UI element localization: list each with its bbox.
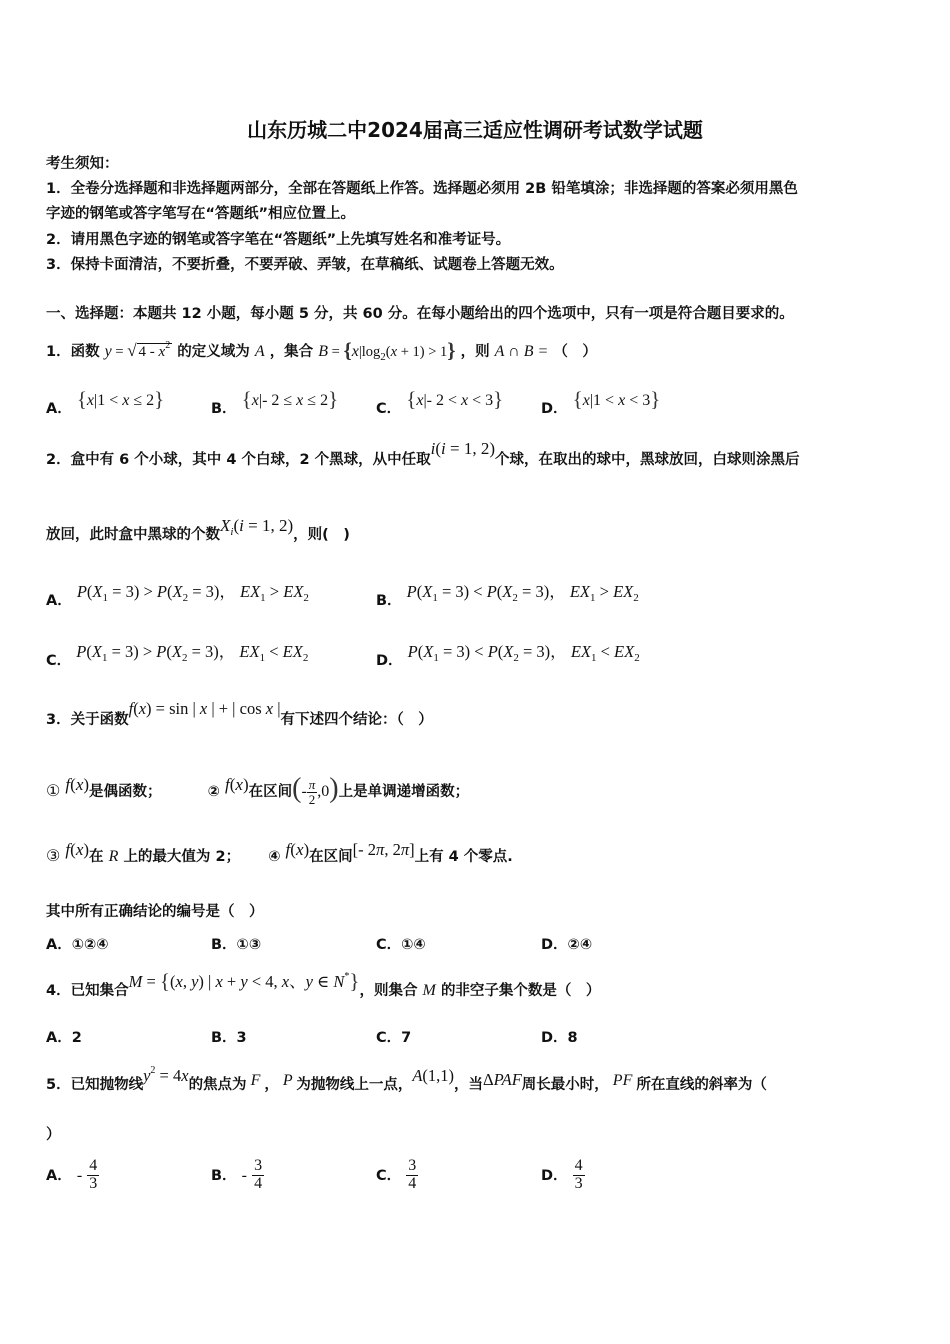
q5-math-F: F: [246, 1072, 265, 1089]
section-heading: 一、选择题：本题共 12 小题，每小题 5 分，共 60 分。在每小题给出的四个选项中，只有一项是符合题目要求的。: [46, 306, 794, 322]
q1-option-d[interactable]: [541, 387, 660, 418]
q5-math-parabola: $y^2 = 4x$: [143, 1065, 189, 1085]
q2-text-1: 2．盒中有 6 个小球，其中 4 个白球，2 个黑球，从中任取: [46, 452, 431, 468]
q3-option-d[interactable]: D．②④: [541, 937, 593, 953]
q3-math-function: f(x) = sin | x | + | cos x |: [128, 699, 281, 718]
q1-text-1: 1．函数: [46, 344, 100, 360]
q3-c4b: 上有 4 个零点.: [414, 849, 513, 865]
q4-option-d[interactable]: D．8: [541, 1030, 578, 1046]
q2-option-b-math: $P(X_1 = 3) < P(X_2 = 3)$， $EX_1 > EX_2$: [406, 582, 639, 604]
question-2-stem-line1: [46, 439, 800, 469]
q5-option-c[interactable]: [376, 1158, 418, 1193]
q4-text-1: 4．已知集合: [46, 983, 129, 999]
q1-option-b-math: {x|- 2 ≤ x ≤ 2}: [241, 387, 339, 411]
q2-text-4: ，则( ): [293, 527, 350, 543]
q1-text-4: ，则: [460, 344, 490, 360]
q2-option-d[interactable]: [376, 638, 640, 670]
q4-option-b[interactable]: B．3: [211, 1030, 247, 1046]
q5-text-4: 为抛物线上一点，: [296, 1077, 413, 1093]
q3-math-f3: f(x): [65, 840, 90, 859]
circled-1-glyph: ①: [46, 783, 61, 800]
q5-text-5: ，当: [454, 1077, 484, 1093]
q4-option-c[interactable]: C．7: [376, 1030, 412, 1046]
q5-math-PF: PF: [608, 1072, 637, 1089]
q5-option-a-minus: -: [76, 1166, 83, 1184]
notice-line-2: 2．请用黑色字迹的钢笔或答字笔在“答题纸”上先填写姓名和准考证号。: [46, 232, 511, 248]
q5-math-A: A(1,1): [412, 1066, 455, 1085]
question-5-stem: [46, 1065, 767, 1094]
q3-math-f4: f(x): [285, 840, 310, 859]
q3-math-f1: f(x): [65, 775, 90, 794]
q1-option-b[interactable]: [211, 387, 338, 418]
q5-text-close: ）: [46, 1127, 61, 1143]
q2-option-c[interactable]: [46, 638, 308, 670]
q2-option-a-label: A．: [46, 593, 72, 609]
brace-right: }: [447, 338, 456, 362]
q3-text-2: 有下述四个结论：（ ）: [280, 712, 433, 728]
circled-2-glyph: ②: [207, 784, 220, 800]
sqrt-symbol: √: [127, 341, 137, 360]
q5-option-d-label: D．: [541, 1167, 568, 1184]
q4-math-M: M: [422, 982, 436, 999]
q2-option-a[interactable]: [46, 578, 309, 610]
q1-option-a-label: A．: [46, 401, 72, 417]
q3-math-interval1: (- $\frac{\pi}{2}$ ,0): [292, 773, 339, 807]
q2-text-2: 个球，在取出的球中，黑球放回，白球则涂黑后: [495, 452, 800, 468]
q5-option-b-fraction: $\frac{3}{4}$: [254, 1157, 263, 1192]
q1-option-a[interactable]: [46, 387, 164, 418]
q5-text-3: ，: [264, 1077, 279, 1093]
q4-math-set: M = {(x, y) | x + y < 4, x、y ∈ N*}: [128, 969, 360, 993]
q2-option-d-label: D．: [376, 653, 403, 669]
q3-math-interval2: [- 2π, 2π]: [352, 840, 415, 859]
q3-option-c[interactable]: C．①④: [376, 937, 426, 953]
q2-option-b-label: B．: [376, 593, 402, 609]
q1-option-c[interactable]: [376, 387, 503, 418]
q5-option-a-fraction: $\frac{4}{3}$: [89, 1157, 98, 1192]
q2-option-a-math: $P(X_1 = 3) > P(X_2 = 3)$， $EX_1 > EX_2$: [76, 582, 309, 604]
q2-option-c-math: $P(X_1 = 3) > P(X_2 = 3)$， $EX_1 < EX_2$: [76, 642, 309, 664]
question-1-stem: [46, 338, 597, 363]
q1-math-bar: |: [358, 344, 362, 360]
q1-option-a-math: {x|1 < x ≤ 2}: [76, 387, 165, 411]
question-4-stem: [46, 969, 601, 1002]
q2-option-b[interactable]: [376, 578, 639, 610]
q1-option-d-label: D．: [541, 401, 568, 417]
circled-4-glyph: ④: [268, 849, 281, 865]
q1-option-c-math: {x|- 2 < x < 3}: [406, 387, 504, 411]
q2-math-X: $X_i$: [220, 516, 234, 538]
q1-math-log: $\log_2(x + 1) > 1$: [361, 344, 448, 363]
q5-option-b-label: B．: [211, 1167, 237, 1184]
question-2-stem-line2: [46, 516, 350, 546]
q5-math-triangle: ΔPAF: [483, 1070, 522, 1089]
q3-ask: 其中所有正确结论的编号是（ ）: [46, 904, 264, 920]
q1-math-radicand: $4 - x^2$: [138, 340, 171, 360]
q5-text-2: 的焦点为: [188, 1077, 247, 1093]
q5-option-c-fraction: $\frac{3}{4}$: [408, 1157, 417, 1192]
q3-c1: 是偶函数；: [89, 784, 162, 800]
question-3-stem: [46, 699, 433, 729]
q2-option-d-math: $P(X_1 = 3) < P(X_2 = 3)$， $EX_1 < EX_2$: [407, 642, 640, 664]
q3-c4a: 在区间: [309, 849, 353, 865]
q1-text-2: 的定义域为: [177, 344, 250, 360]
q5-text-7: 所在直线的斜率为（: [636, 1077, 767, 1093]
q2-math-i: i: [430, 439, 436, 458]
q1-math-eq: =: [111, 344, 128, 360]
q5-option-c-label: C．: [376, 1167, 402, 1184]
q3-text-1: 3．关于函数: [46, 712, 129, 728]
circled-3-glyph: ③: [46, 848, 61, 865]
q1-math-A: A: [254, 343, 265, 360]
q3-c3b: 上的最大值为 2；: [123, 849, 241, 865]
q1-text-3: ，集合: [269, 344, 314, 360]
q3-math-R: R: [108, 848, 119, 865]
q5-option-d[interactable]: [541, 1158, 585, 1193]
q5-text-6: 周长最小时，: [521, 1077, 609, 1093]
q4-text-2: ，则集合: [359, 983, 418, 999]
q2-math-irange: (i = 1, 2): [435, 439, 495, 458]
q5-option-b[interactable]: [211, 1158, 264, 1193]
notice-line-1b: 字迹的钢笔或答字笔写在“答题纸”相应位置上。: [46, 206, 356, 222]
q1-option-c-label: C．: [376, 401, 402, 417]
q3-c2b: 上是单调递增函数；: [338, 784, 470, 800]
q5-option-b-minus: -: [241, 1166, 247, 1184]
q3-conclusions-row1: [46, 773, 469, 806]
q2-option-c-label: C．: [46, 653, 72, 669]
q5-option-a[interactable]: [46, 1158, 99, 1193]
notice-line-1a: 1．全卷分选择题和非选择题两部分，全部在答题纸上作答。选择题必须用 2B 铅笔填涂；非选择题的答案必须用黑色: [46, 181, 798, 197]
q3-option-b[interactable]: B．①③: [211, 937, 262, 953]
q1-math-set: x: [351, 343, 359, 360]
q1-option-b-label: B．: [211, 401, 237, 417]
brace-left: {: [343, 338, 352, 362]
q2-text-3: 放回，此时盒中黑球的个数: [46, 527, 220, 543]
q1-math-intersection: A ∩ B =: [494, 343, 549, 360]
q1-text-5: （ ）: [553, 344, 597, 360]
q1-option-d-math: {x|1 < x < 3}: [572, 387, 661, 411]
q5-text-1: 5．已知抛物线: [46, 1077, 144, 1093]
q1-math-eq2: =: [328, 344, 344, 360]
q5-math-P: P: [278, 1072, 297, 1089]
exam-title: 山东历城二中2024届高三适应性调研考试数学试题: [247, 118, 703, 142]
notice-line-3: 3．保持卡面清洁，不要折叠，不要弄破、弄皱，在草稿纸、试题卷上答题无效。: [46, 257, 564, 273]
q5-option-d-fraction: $\frac{4}{3}$: [574, 1157, 583, 1192]
q3-c3a: 在: [89, 849, 104, 865]
q1-math-B: B: [318, 343, 329, 360]
q3-option-a[interactable]: A．①②④: [46, 937, 109, 953]
q5-option-a-label: A．: [46, 1167, 72, 1184]
notice-heading: 考生须知：: [46, 156, 119, 172]
q3-math-f2: f(x): [225, 775, 249, 794]
q4-text-3: 的非空子集个数是（ ）: [440, 983, 601, 999]
q3-c2a: 在区间: [248, 784, 293, 800]
q1-math-function: y: [104, 343, 112, 360]
q4-option-a[interactable]: A．2: [46, 1030, 82, 1046]
q2-math-Xrange: (i = 1, 2): [233, 516, 294, 535]
q3-conclusions-row2: [46, 840, 513, 866]
